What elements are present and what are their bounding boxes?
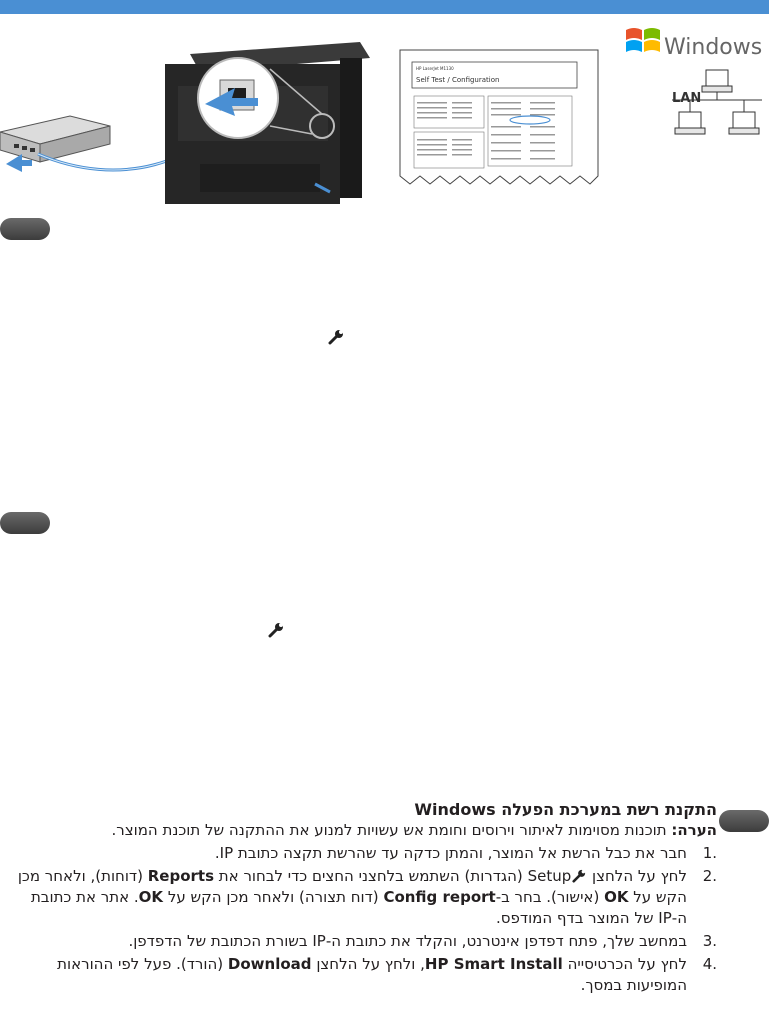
steps-list [17,843,717,996]
note-text: תוכנות מסוימות לאיתור וירוסים וחומת אש עשויות למנוע את ההתקנה של תוכנת המוצר. [111,821,667,839]
lan-label: LAN [672,91,702,106]
step-3: 3. במחשב שלך, פתח דפדפן אינטרנט, והקלד את כתובת ה-IP בשורת הכתובת של הדפדפן. [128,932,717,950]
step-4: 4. לחץ על הכרטיסייה HP Smart Install, ולחץ על הלחצן Download (הורד). פעל לפי ההוראות המופיעות במסך. [57,955,717,994]
network-setup-illustration [0,14,769,214]
configuration-report-page [400,50,598,184]
windows-logo [626,28,762,60]
step-number: 1. [702,844,717,862]
wrench-icon [328,329,344,345]
language-marker-pill-2 [0,512,50,534]
step-number: 4. [702,955,717,973]
language-marker-pill-1 [0,218,50,240]
step-2: 2. לחץ על הלחצן Setup (הגדרות) השתמש בלחצני החצים כדי לבחור את Reports (דוחות), ולאחר מכן הקש על OK (אישור). בחר ב-Config report (דוח תצורה) ולאחר מכן הקש על OK. אתר את כתובת ה-IP של המוצר בדף המודפס. [17,867,717,927]
top-color-bar [0,0,769,14]
wrench-icon [571,869,587,883]
report-title-text: Self Test / Configuration [416,76,500,84]
wrench-icon [268,622,284,638]
note-paragraph [17,820,717,841]
report-model-text: HP LaserJet M1130 [416,66,454,71]
step-number: 3. [702,932,717,950]
step-1: 1. חבר את כבל הרשת אל המוצר, והמתן כדקה עד שהרשת תקצה כתובת IP. [214,844,717,862]
windows-network-install-section [17,800,717,996]
section-heading: התקנת רשת במערכת הפעלה Windows [414,800,717,819]
note-label: הערה: [671,821,717,839]
language-marker-pill-3 [719,810,769,832]
windows-logo-text: Windows [664,35,763,60]
step-number: 2. [702,867,717,885]
network-switch-graphic [0,116,110,172]
